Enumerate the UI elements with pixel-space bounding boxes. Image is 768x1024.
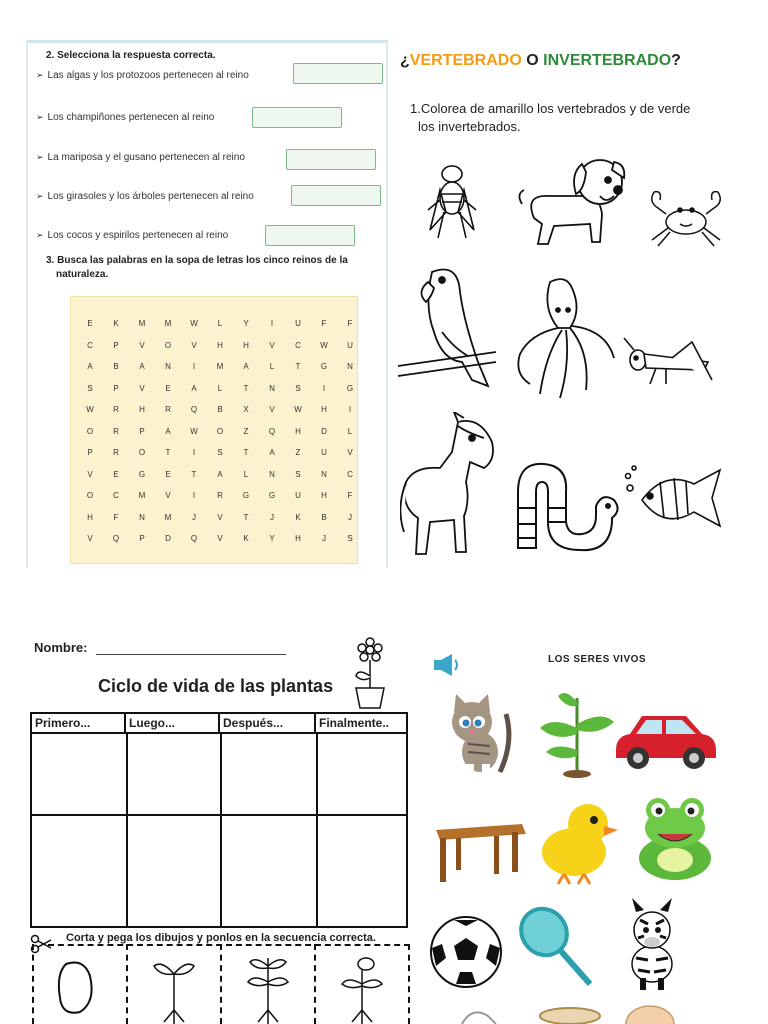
word-search-letter[interactable]: L: [217, 383, 223, 393]
word-search-row: [71, 319, 363, 328]
word-search-letter[interactable]: I: [192, 448, 196, 457]
word-search-letter[interactable]: J: [270, 512, 274, 522]
octopus-icon[interactable]: [510, 274, 620, 400]
partial-bowl-icon: [534, 1006, 606, 1024]
word-search-letter[interactable]: V: [87, 469, 93, 479]
word-search-letter[interactable]: V: [191, 340, 197, 350]
word-search-letter[interactable]: W: [190, 426, 198, 436]
soccer-ball-icon[interactable]: [428, 914, 504, 990]
word-search-letter[interactable]: T: [295, 362, 301, 371]
word-search-letter[interactable]: J: [322, 534, 326, 543]
word-search-letter[interactable]: R: [165, 405, 171, 414]
word-search-letter[interactable]: P: [87, 448, 93, 457]
word-search-letter[interactable]: H: [295, 534, 301, 543]
crab-icon[interactable]: [644, 184, 728, 250]
word-search-letter[interactable]: A: [269, 448, 275, 457]
arrow-icon: ➢: [36, 191, 44, 201]
word-search-letter[interactable]: W: [190, 319, 198, 328]
word-search-letter[interactable]: T: [165, 448, 171, 457]
word-search-letter[interactable]: W: [86, 405, 94, 414]
speaker-icon[interactable]: [432, 652, 462, 678]
word-search-letter[interactable]: U: [295, 319, 301, 328]
question-3-title: 3. Busca las palabras en la sopa de letras los cinco reinos de la: [46, 255, 348, 266]
word-search-letter[interactable]: S: [295, 469, 301, 479]
word-search-letter[interactable]: F: [347, 319, 353, 328]
word-search-letter[interactable]: I: [270, 319, 274, 328]
word-search-letter[interactable]: A: [191, 383, 197, 393]
nombre-line[interactable]: [96, 654, 286, 655]
arrow-icon: ➢: [36, 230, 44, 240]
word-search-letter[interactable]: O: [216, 426, 224, 436]
word-search-letter[interactable]: N: [347, 362, 353, 371]
word-search-letter[interactable]: V: [165, 491, 171, 500]
question-3-title-cont: naturaleza.: [56, 269, 109, 280]
word-search-letter[interactable]: V: [139, 340, 145, 350]
arrow-icon: ➢: [36, 70, 44, 80]
word-search-letter[interactable]: J: [192, 512, 196, 522]
word-search-letter[interactable]: Y: [243, 319, 249, 328]
dog-icon[interactable]: [514, 144, 634, 252]
word-search-letter[interactable]: A: [139, 362, 145, 371]
word-search-letter[interactable]: Q: [190, 405, 198, 414]
word-search-letter[interactable]: I: [322, 383, 326, 393]
word-search-letter[interactable]: I: [192, 491, 196, 500]
word-search-letter[interactable]: R: [113, 448, 119, 457]
nombre-label: Nombre:: [34, 640, 88, 655]
top-border: [28, 40, 386, 43]
word-search-row: [71, 470, 363, 479]
word-search-letter[interactable]: M: [216, 362, 224, 371]
word-search-letter[interactable]: K: [295, 512, 301, 522]
word-search-letter[interactable]: Z: [243, 426, 249, 436]
car-icon[interactable]: [612, 708, 720, 774]
word-search-letter[interactable]: U: [295, 491, 301, 500]
word-search-letter[interactable]: K: [243, 534, 249, 543]
word-search-letter[interactable]: C: [113, 491, 119, 500]
word-search-letter[interactable]: G: [138, 469, 146, 479]
word-search-letter[interactable]: Q: [268, 426, 276, 436]
word-search-letter[interactable]: H: [321, 491, 327, 500]
word-search-letter[interactable]: G: [346, 383, 354, 393]
word-search-letter[interactable]: B: [321, 512, 327, 522]
word-search-letter[interactable]: O: [138, 448, 146, 457]
sprout-icon: [152, 954, 196, 1024]
fish-icon[interactable]: [624, 464, 724, 532]
word-search-letter[interactable]: V: [269, 405, 275, 414]
fly-icon[interactable]: [424, 160, 480, 244]
word-search-letter[interactable]: J: [348, 512, 352, 522]
word-search-letter[interactable]: A: [217, 469, 223, 479]
word-search-letter[interactable]: D: [165, 534, 171, 543]
table-divider: [126, 732, 128, 926]
cut-card-edge: [408, 944, 414, 1024]
word-search-letter[interactable]: P: [113, 340, 119, 350]
word-search-letter[interactable]: L: [347, 426, 353, 436]
parrot-icon[interactable]: [398, 262, 498, 396]
word-search-letter[interactable]: M: [138, 319, 146, 328]
word-search-letter[interactable]: O: [86, 426, 94, 436]
word-search-row: [71, 405, 363, 414]
word-search-letter[interactable]: B: [217, 405, 223, 414]
header-luego: Luego...: [126, 714, 220, 732]
young-plant-icon: [246, 952, 290, 1024]
word-search-letter[interactable]: R: [217, 491, 223, 500]
word-search-letter[interactable]: T: [243, 512, 249, 522]
plant-cycle-table: [30, 712, 408, 928]
word-search-letter[interactable]: C: [87, 340, 93, 350]
vertebrados-instruction: 1.Colorea de amarillo los vertebrados y de verde los invertebrados.: [410, 101, 691, 134]
frog-icon[interactable]: [628, 794, 722, 884]
word-search-letter[interactable]: F: [347, 491, 353, 500]
chick-icon[interactable]: [534, 796, 620, 886]
word-search-letter[interactable]: P: [139, 426, 145, 436]
word-search-letter[interactable]: O: [86, 491, 94, 500]
table-icon[interactable]: [432, 820, 528, 884]
answer-box[interactable]: [291, 185, 381, 206]
word-search-letter[interactable]: A: [87, 362, 93, 371]
word-search-row: [71, 362, 363, 371]
word-search-letter[interactable]: O: [164, 340, 172, 350]
word-search-row: [71, 341, 363, 350]
word-search-letter[interactable]: V: [269, 340, 275, 350]
word-search-letter[interactable]: C: [347, 469, 353, 479]
word-search-row: [71, 491, 363, 500]
word-search-letter[interactable]: P: [139, 534, 145, 543]
answer-box[interactable]: [293, 63, 383, 84]
word-search-letter[interactable]: M: [164, 512, 172, 522]
word-search-row: [71, 448, 363, 457]
header-despues: Después...: [220, 714, 316, 732]
budding-plant-icon: [340, 954, 384, 1024]
question-item: ➢ La mariposa y el gusano pertenecen al reino: [36, 152, 245, 163]
horse-icon[interactable]: [400, 412, 500, 560]
word-search-letter[interactable]: N: [139, 512, 145, 522]
word-search-letter[interactable]: C: [295, 340, 301, 350]
word-search-letter[interactable]: B: [113, 362, 119, 371]
word-search-letter[interactable]: G: [268, 491, 276, 500]
arrow-icon: ➢: [36, 152, 44, 162]
word-search-letter[interactable]: Q: [190, 534, 198, 543]
worm-icon[interactable]: [504, 452, 622, 554]
word-search-letter[interactable]: H: [217, 340, 223, 350]
word-search-letter[interactable]: S: [217, 448, 223, 457]
partial-item-icon: [452, 1006, 512, 1024]
word-search-letter[interactable]: U: [321, 448, 327, 457]
word-search-letter[interactable]: N: [269, 383, 275, 393]
word-search-letter[interactable]: R: [113, 405, 119, 414]
word-search-letter[interactable]: Y: [269, 534, 275, 543]
answer-box[interactable]: [252, 107, 342, 128]
word-search-letter[interactable]: L: [217, 319, 223, 328]
word-search-letter[interactable]: S: [347, 534, 353, 543]
header-primero: Primero...: [32, 714, 126, 732]
seres-vivos-title: LOS SERES VIVOS: [548, 654, 647, 665]
word-search-letter[interactable]: H: [321, 405, 327, 414]
word-search-letter[interactable]: V: [217, 534, 223, 543]
word-search-letter[interactable]: V: [139, 383, 145, 393]
word-search-letter[interactable]: V: [87, 534, 93, 543]
plantas-title: Ciclo de vida de las plantas: [98, 676, 334, 696]
cat-icon[interactable]: [440, 692, 516, 778]
title-word-invertebrado: INVERTEBRADO: [543, 52, 672, 69]
word-search-letter[interactable]: V: [347, 448, 353, 457]
word-search-letter[interactable]: H: [243, 340, 249, 350]
word-search-letter[interactable]: T: [191, 469, 197, 479]
word-search-row: [71, 534, 363, 543]
flower-pot-icon: [346, 636, 392, 710]
word-search-row: [71, 384, 363, 393]
word-search-row: [71, 427, 363, 436]
word-search-letter[interactable]: I: [192, 362, 196, 371]
word-search-letter[interactable]: K: [113, 319, 119, 328]
title-word-vertebrado: VERTEBRADO: [409, 52, 522, 69]
question-2-title: 2. Selecciona la respuesta correcta.: [46, 50, 216, 61]
word-search-letter[interactable]: E: [113, 469, 119, 479]
question-item: ➢ Los girasoles y los árboles pertenecen al reino: [36, 191, 254, 202]
word-search-letter[interactable]: T: [243, 448, 249, 457]
word-search-letter[interactable]: S: [87, 383, 93, 393]
worksheet-vertebrados: [396, 40, 750, 568]
word-search-letter[interactable]: N: [269, 469, 275, 479]
worksheet-ciclo-plantas: [18, 622, 414, 1024]
word-search-letter[interactable]: G: [242, 491, 250, 500]
word-search-letter[interactable]: E: [165, 383, 171, 393]
question-item: ➢ Los cocos y espirilos pertenecen al reino: [36, 230, 229, 241]
grasshopper-icon[interactable]: [622, 336, 722, 388]
word-search-letter[interactable]: H: [87, 512, 93, 522]
word-search-letter[interactable]: F: [321, 319, 327, 328]
word-search-letter[interactable]: A: [243, 362, 249, 371]
zebra-icon[interactable]: [614, 898, 690, 992]
word-search-letter[interactable]: X: [243, 405, 249, 414]
word-search-letter[interactable]: V: [217, 512, 223, 522]
partial-face-icon: [620, 1004, 680, 1024]
header-finalmente: Finalmente..: [319, 716, 390, 730]
word-search-letter[interactable]: E: [87, 319, 93, 328]
word-search-letter[interactable]: A: [165, 426, 171, 436]
word-search-letter[interactable]: T: [243, 383, 249, 393]
tennis-racket-icon[interactable]: [516, 906, 596, 988]
question-item: ➢ Los champiñones pertenecen al reino: [36, 112, 215, 123]
answer-box[interactable]: [265, 225, 355, 246]
word-search-letter[interactable]: U: [347, 340, 353, 350]
table-divider: [32, 814, 406, 816]
word-search-letter[interactable]: P: [113, 383, 119, 393]
word-search-letter[interactable]: M: [138, 491, 146, 500]
question-item: ➢ Las algas y los protozoos pertenecen al reino: [36, 70, 249, 81]
word-search-letter[interactable]: H: [295, 426, 301, 436]
worksheet-reinos: [26, 40, 388, 568]
word-search-letter[interactable]: L: [269, 362, 275, 371]
word-search-letter[interactable]: D: [321, 426, 327, 436]
word-search-row: [71, 513, 363, 522]
word-search-letter[interactable]: Q: [112, 534, 120, 543]
arrow-icon: ➢: [36, 112, 44, 122]
word-search-letter[interactable]: E: [165, 469, 171, 479]
word-search-letter[interactable]: G: [320, 362, 328, 371]
word-search-letter[interactable]: R: [113, 426, 119, 436]
word-search-letter[interactable]: I: [348, 405, 352, 414]
answer-box[interactable]: [286, 149, 376, 170]
seed-icon: [54, 958, 98, 1018]
word-search-letter[interactable]: W: [320, 340, 328, 350]
plant-icon[interactable]: [536, 688, 618, 778]
word-search-letter[interactable]: F: [113, 512, 119, 522]
word-search-letter[interactable]: W: [294, 405, 302, 414]
word-search-letter[interactable]: Z: [295, 448, 301, 457]
table-divider: [32, 732, 406, 734]
table-divider: [220, 732, 222, 926]
table-divider: [316, 732, 318, 926]
word-search-letter[interactable]: M: [164, 319, 172, 328]
word-search-letter[interactable]: H: [139, 405, 145, 414]
word-search-letter[interactable]: L: [243, 469, 249, 479]
vertebrados-title: ¿VERTEBRADO O INVERTEBRADO?: [400, 52, 681, 69]
word-search-letter[interactable]: S: [295, 383, 301, 393]
word-search-letter[interactable]: N: [321, 469, 327, 479]
cut-instruction: Corta y pega los dibujos y ponlos en la secuencia correcta.: [66, 932, 376, 944]
word-search-letter[interactable]: N: [165, 362, 171, 371]
word-search-grid: [70, 296, 358, 564]
worksheet-seres-vivos: [422, 622, 752, 1024]
